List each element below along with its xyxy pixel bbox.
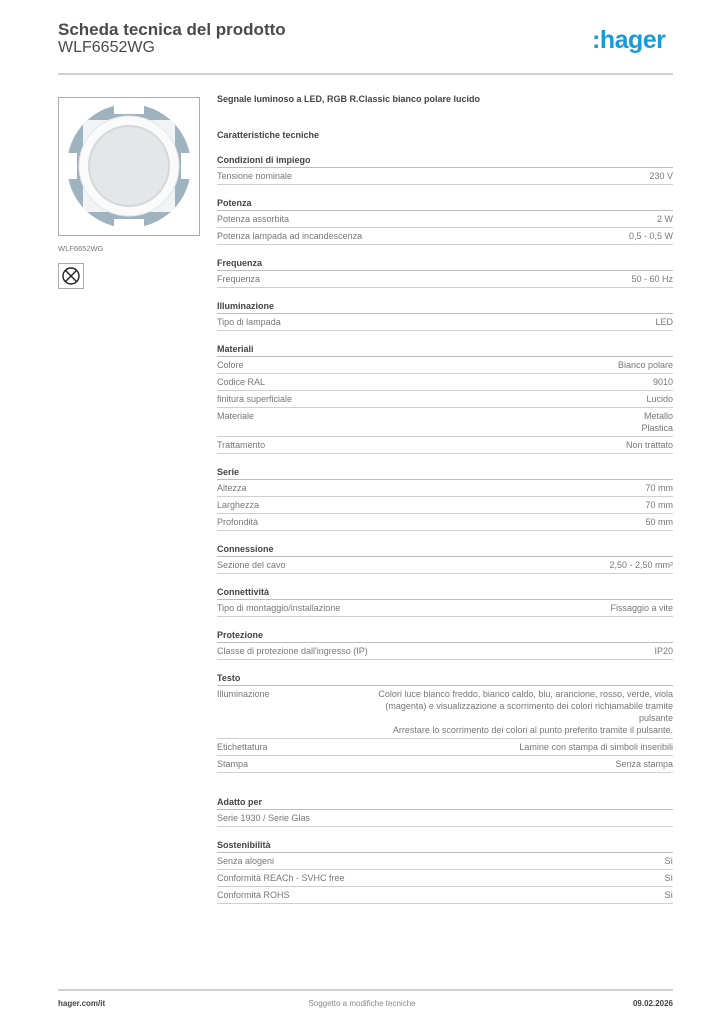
spec-label: Tensione nominale (217, 171, 293, 181)
spec-label: finitura superficiale (217, 394, 293, 404)
spec-label: Altezza (217, 483, 247, 493)
spec-row (217, 391, 673, 408)
spec-label: Tipo di montaggio/installazione (217, 603, 341, 613)
section-heading: Potenza (217, 198, 673, 211)
spec-value (615, 758, 673, 770)
spec-label: Codice RAL (217, 377, 266, 387)
spec-value (626, 439, 673, 451)
spec-row (217, 168, 673, 185)
spec-row (217, 686, 673, 739)
spec-value-line: 50 - 60 Hz (631, 274, 673, 284)
footer-note: Soggetto a modifiche tecniche (308, 999, 416, 1008)
light-signal-product-icon (59, 98, 199, 235)
spec-label: Classe di protezione dall'ingresso (IP) (217, 646, 368, 656)
spec-row (217, 870, 673, 887)
spec-label: Tipo di lampada (217, 317, 281, 327)
spec-value-line: Sì (664, 856, 673, 866)
spec-row (217, 600, 673, 617)
spec-section (217, 301, 673, 331)
spec-value-line: 70 mm (645, 483, 673, 493)
spec-value (653, 376, 673, 388)
spec-value-line: Lucido (646, 394, 673, 404)
spec-row (217, 557, 673, 574)
spec-section (217, 630, 673, 660)
spec-content (217, 94, 673, 904)
spec-label: Serie 1930 / Serie Glas (217, 813, 311, 823)
header-divider (58, 73, 673, 75)
spec-row (217, 271, 673, 288)
spec-value-line: 2,50 - 2,50 mm² (609, 560, 673, 570)
section-heading: Serie (217, 467, 673, 480)
footer-date: 09.02.2026 (632, 999, 673, 1008)
spec-section (217, 155, 673, 185)
spec-value (664, 855, 673, 867)
footer-divider (58, 989, 673, 991)
lamp-symbol-box (58, 263, 84, 289)
spec-section (217, 840, 673, 904)
lamp-symbol-icon (61, 266, 81, 286)
spec-value (629, 230, 673, 242)
spec-value (519, 741, 673, 753)
spec-value-line: Arrestare lo scorrimento dei colori al punto preferito tramite il pulsante. (392, 725, 673, 735)
spec-row (217, 211, 673, 228)
spec-value-line: Metallo (643, 411, 673, 421)
spec-value-line: IP20 (654, 646, 673, 656)
spec-row (217, 228, 673, 245)
spec-label: Sezione del cavo (217, 560, 286, 570)
spec-section (217, 797, 673, 827)
spec-label: Trattamento (217, 440, 266, 450)
spec-value-line: Bianco polare (617, 360, 673, 370)
spec-row (217, 357, 673, 374)
spec-row (217, 514, 673, 531)
spec-section (217, 198, 673, 245)
spec-label: Materiale (217, 411, 255, 421)
spec-value (641, 410, 673, 434)
spec-section (217, 673, 673, 773)
spec-row (217, 314, 673, 331)
spec-section (217, 467, 673, 531)
spec-label: Larghezza (217, 500, 260, 510)
section-heading: Testo (217, 673, 673, 686)
spec-value-line: Plastica (641, 423, 673, 433)
spec-section (217, 258, 673, 288)
spec-label: Frequenza (217, 274, 261, 284)
spec-row (217, 756, 673, 773)
spec-value (631, 273, 673, 285)
section-heading: Connessione (217, 544, 673, 557)
spec-value (664, 889, 673, 901)
spec-value (654, 645, 673, 657)
spec-label: Potenza assorbita (217, 214, 290, 224)
spec-value (363, 688, 673, 736)
spec-section (217, 587, 673, 617)
section-heading: Frequenza (217, 258, 673, 271)
spec-value (664, 872, 673, 884)
spec-row (217, 408, 673, 437)
spec-value-line: LED (655, 317, 673, 327)
section-heading: Materiali (217, 344, 673, 357)
spec-value (645, 499, 673, 511)
spec-sections (217, 155, 673, 904)
spec-value-line: Sì (664, 873, 673, 883)
spec-row (217, 437, 673, 454)
spec-value (649, 170, 673, 182)
spec-section (217, 344, 673, 454)
spec-value-line: 0,5 - 0,5 W (628, 231, 673, 241)
section-heading: Adatto per (217, 797, 673, 810)
spec-label: Colore (217, 360, 244, 370)
spec-value (618, 359, 673, 371)
spec-section (217, 544, 673, 574)
spec-label: Conformità REACh - SVHC free (217, 873, 345, 883)
hager-logo: :hager (592, 26, 666, 54)
spec-label: Profondità (217, 517, 259, 527)
spec-value (610, 602, 673, 614)
spec-value-line: 50 mm (645, 517, 673, 527)
spec-row (217, 887, 673, 904)
spec-value-line: Non trattato (625, 440, 673, 450)
section-heading: Protezione (217, 630, 673, 643)
section-heading: Connettività (217, 587, 673, 600)
spec-label: Etichettatura (217, 742, 268, 752)
section-heading: Sostenibilità (217, 840, 673, 853)
image-caption: WLF6652WG (58, 244, 104, 253)
spec-value (645, 482, 673, 494)
product-image (58, 97, 200, 236)
spec-row (217, 497, 673, 514)
spec-label: Illuminazione (217, 689, 270, 699)
footer-website[interactable]: hager.com/it (58, 999, 106, 1008)
spec-value-line: Senza stampa (615, 759, 673, 769)
spec-value-line: Lamine con stampa di simboli inseribili (519, 742, 673, 752)
spec-label: Stampa (217, 759, 249, 769)
section-heading: Condizioni di impiego (217, 155, 673, 168)
spec-row (217, 374, 673, 391)
section-heading: Illuminazione (217, 301, 673, 314)
spec-value-line: 2 W (656, 214, 673, 224)
spec-value (645, 516, 673, 528)
spec-value-line: 70 mm (645, 500, 673, 510)
spec-label: Senza alogeni (217, 856, 275, 866)
spec-value-line: Fissaggio a vite (610, 603, 673, 613)
spec-row (217, 643, 673, 660)
spec-value-line: Colori luce bianco freddo, bianco caldo, blu, arancione, rosso, verde, viola (magenta) e visualizzazione a scorrimento dei colori richiamabile tramite pulsante (378, 689, 673, 723)
spec-label: Conformità ROHS (217, 890, 290, 900)
tech-heading: Caratteristiche tecniche (217, 130, 320, 140)
page-title: Scheda tecnica del prodotto (58, 20, 286, 39)
spec-value (657, 213, 673, 225)
spec-row (217, 853, 673, 870)
spec-label: Potenza lampada ad incandescenza (217, 231, 363, 241)
spec-row (217, 810, 673, 827)
spec-row (217, 739, 673, 756)
product-description: Segnale luminoso a LED, RGB R.Classic bianco polare lucido (217, 94, 481, 104)
spec-value-line: Sì (664, 890, 673, 900)
spec-value-line: 230 V (649, 171, 673, 181)
spec-row (217, 480, 673, 497)
spec-value (609, 559, 673, 571)
spec-value (655, 316, 673, 328)
spec-value-line: 9010 (652, 377, 673, 387)
product-code: WLF6652WG (58, 39, 155, 56)
spec-value (646, 393, 673, 405)
